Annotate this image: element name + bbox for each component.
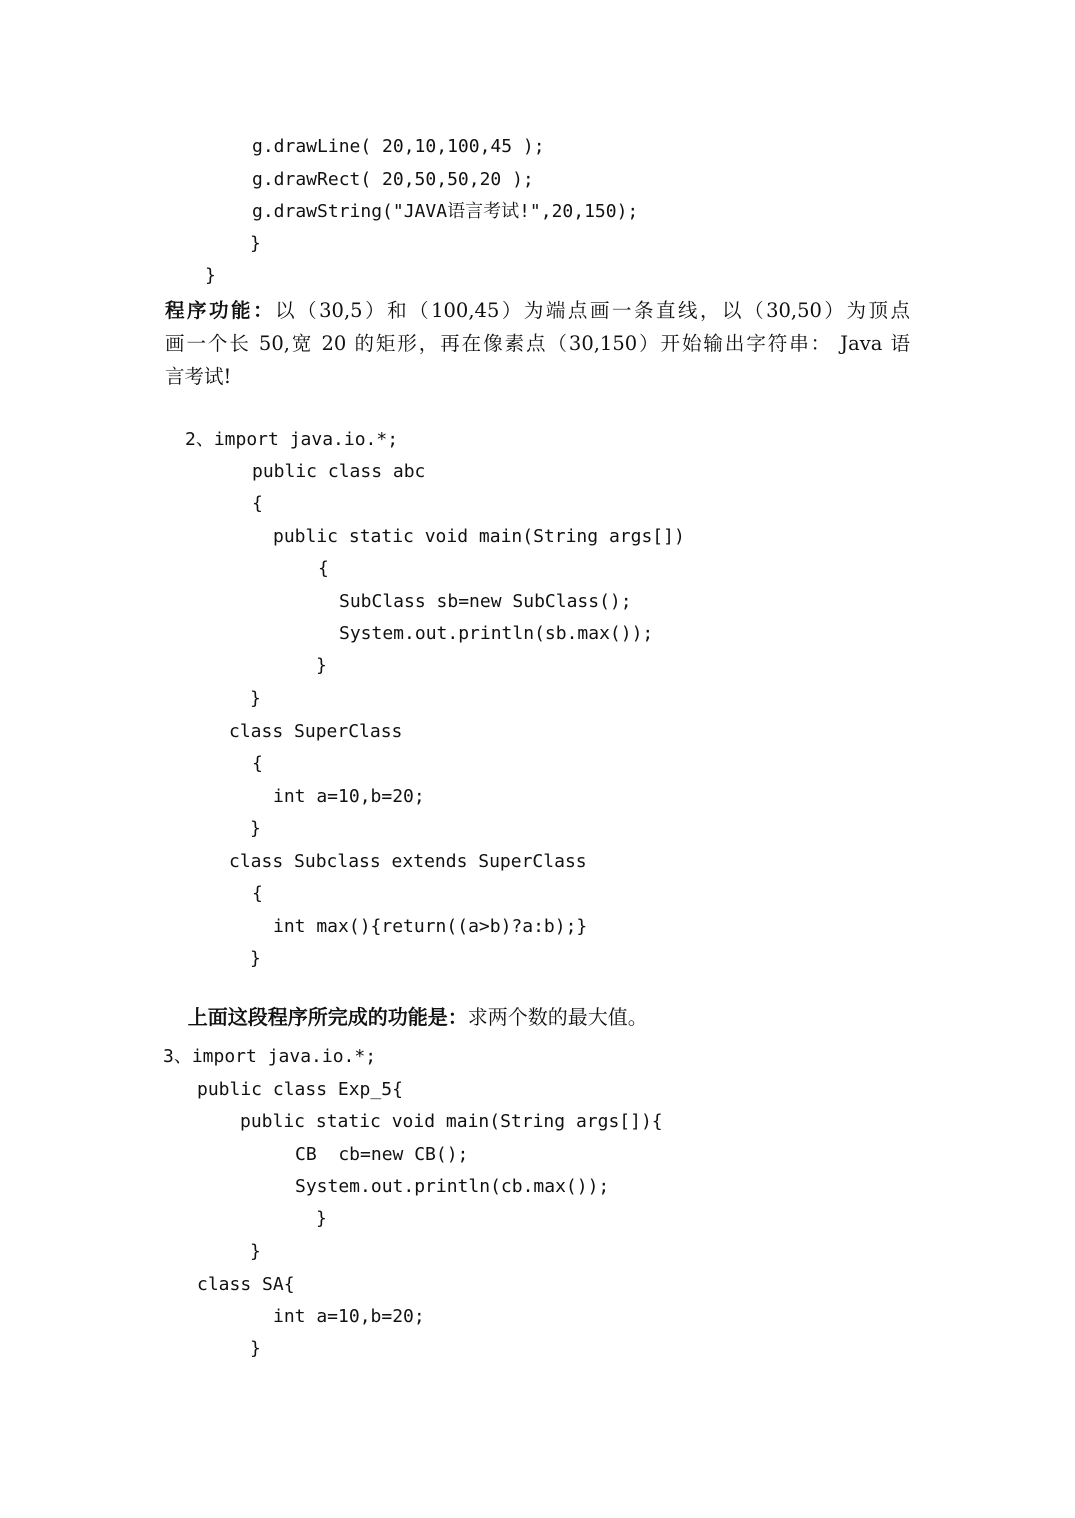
code-line: { xyxy=(318,558,329,579)
code-line: 2、import java.io.*; xyxy=(185,429,399,450)
answer-label: 上面这段程序所完成的功能是： xyxy=(187,1005,468,1029)
function-description-line: 言考试! xyxy=(165,365,232,388)
code-line: public class abc xyxy=(252,461,426,482)
code-line: public static void main(String args[]){ xyxy=(240,1111,663,1132)
code-line: g.drawString("JAVA语言考试!",20,150); xyxy=(252,201,639,222)
code-line: int a=10,b=20; xyxy=(273,786,425,807)
code-line: } xyxy=(250,1338,261,1359)
code-line: } xyxy=(250,948,261,969)
function-description xyxy=(165,294,910,393)
code-line: 3、import java.io.*; xyxy=(163,1046,377,1067)
answer-line xyxy=(175,978,648,1030)
code-line: } xyxy=(250,1241,261,1262)
code-line: { xyxy=(252,883,263,904)
code-line: CB cb=new CB(); xyxy=(295,1144,469,1165)
code-line: g.drawRect( 20,50,50,20 ); xyxy=(252,169,534,190)
code-line: System.out.println(sb.max()); xyxy=(339,623,654,644)
code-line: } xyxy=(250,818,261,839)
function-text: 以（30,5）和（100,45）为端点画一条直线，以（30,50）为顶点 xyxy=(275,299,910,322)
code-line: class SuperClass xyxy=(229,721,403,742)
code-line: } xyxy=(316,1208,327,1229)
function-label: 程序功能： xyxy=(165,299,276,322)
code-line: g.drawLine( 20,10,100,45 ); xyxy=(252,136,545,157)
code-line: class Subclass extends SuperClass xyxy=(229,851,587,872)
code-line: { xyxy=(252,493,263,514)
code-line: System.out.println(cb.max()); xyxy=(295,1176,610,1197)
code-line: public static void main(String args[]) xyxy=(273,526,685,547)
code-line: } xyxy=(250,688,261,709)
code-line: SubClass sb=new SubClass(); xyxy=(339,591,632,612)
code-line: } xyxy=(205,265,216,286)
function-description-line: 画一个长 50,宽 20 的矩形，再在像素点（30,150）开始输出字符串： Java 语 xyxy=(165,332,910,355)
code-line: public class Exp_5{ xyxy=(197,1079,403,1100)
code-line: int a=10,b=20; xyxy=(273,1306,425,1327)
code-line: } xyxy=(316,655,327,676)
code-line: class SA{ xyxy=(197,1274,295,1295)
function-description-line xyxy=(165,294,910,327)
answer-text: 求两个数的最大值。 xyxy=(467,1005,648,1029)
code-line: { xyxy=(252,753,263,774)
code-line: } xyxy=(250,233,261,254)
code-line: int max(){return((a>b)?a:b);} xyxy=(273,916,588,937)
